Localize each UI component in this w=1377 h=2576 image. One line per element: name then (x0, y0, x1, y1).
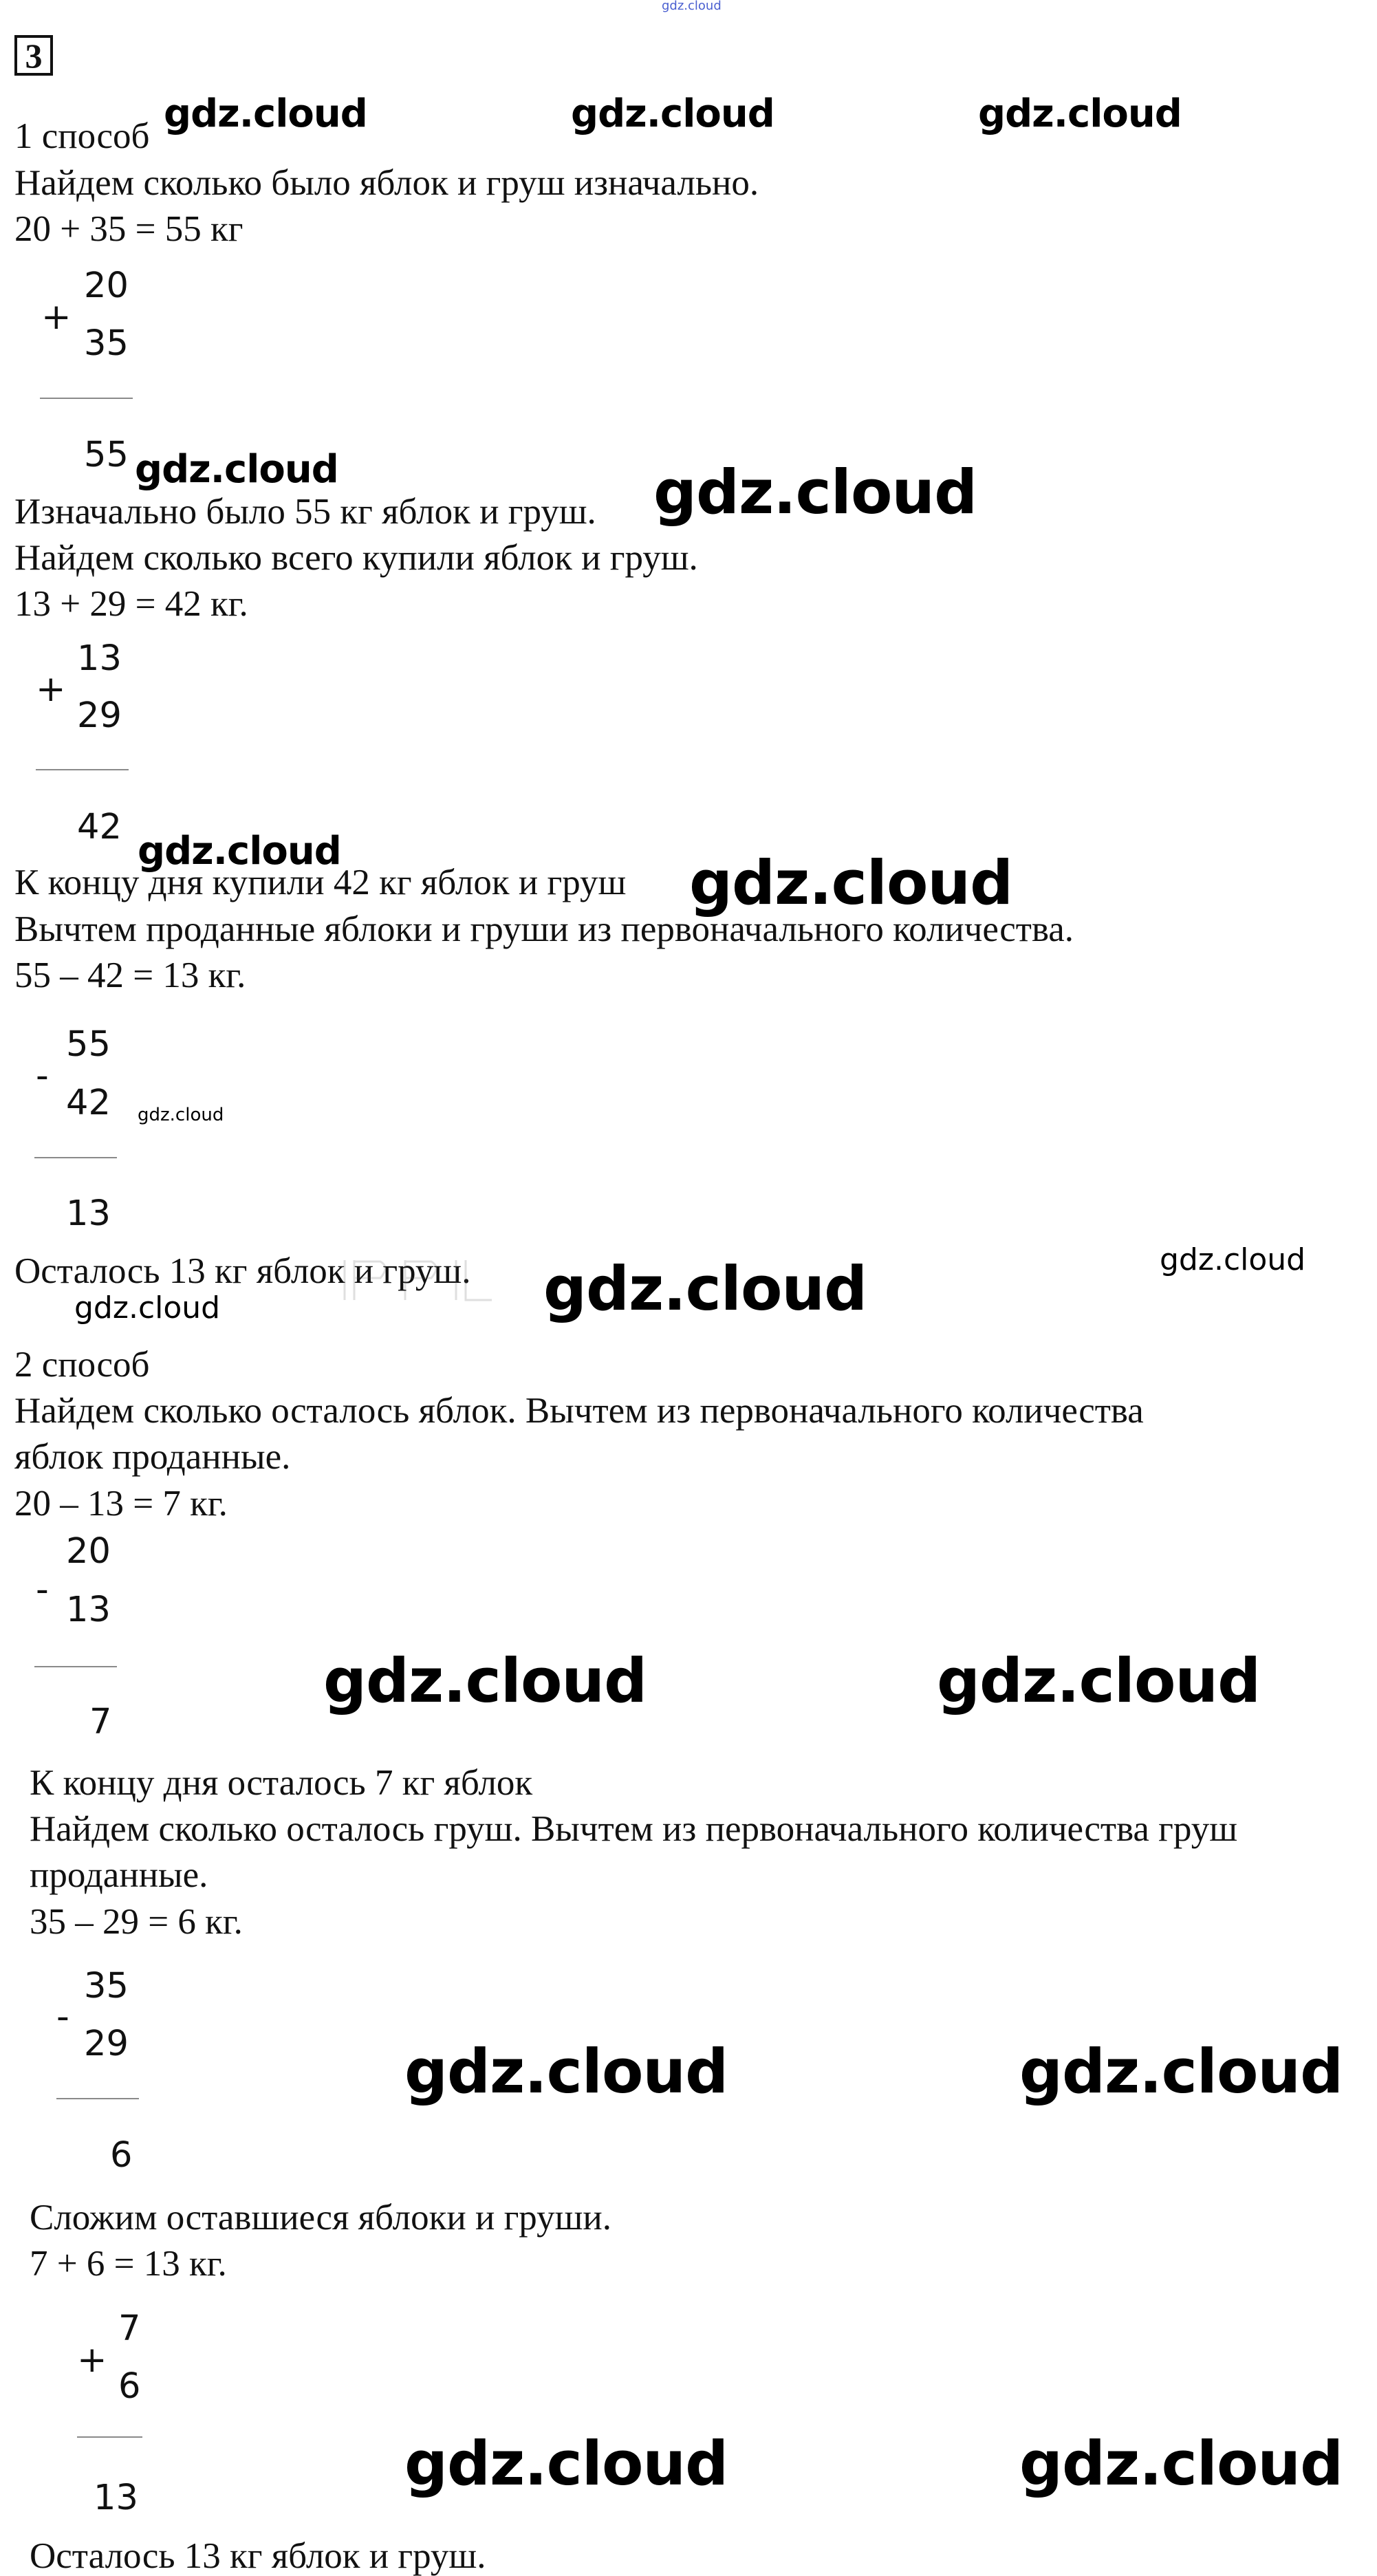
column-divider-line (40, 398, 133, 399)
watermark: gdz.cloud (653, 457, 977, 528)
method-2-equation-3: 7 + 6 = 13 кг. (30, 2244, 227, 2284)
method-1-step-2: Найдем сколько всего купили яблок и груш. (14, 538, 698, 578)
column-divider-line (56, 2098, 139, 2099)
watermark: gdz.cloud (74, 1290, 221, 1325)
column-operand-top: 7 (118, 2308, 141, 2349)
column-operator: - (56, 1996, 69, 2037)
watermark: gdz.cloud (978, 91, 1182, 136)
watermark: gdz.cloud (689, 847, 1013, 918)
method-2-step-3: Сложим оставшиеся яблоки и груши. (30, 2198, 612, 2238)
method-2-step-2-line-1: Найдем сколько осталось груш. Вычтем из первоначального количества груш (30, 1809, 1238, 1849)
watermark: gdz.cloud (135, 447, 338, 492)
column-operator: + (36, 669, 66, 710)
method-1-equation-2: 13 + 29 = 42 кг. (14, 584, 248, 624)
column-operand-top: 20 (84, 266, 129, 306)
column-operator: + (41, 296, 72, 338)
watermark: gdz.cloud (404, 2036, 728, 2107)
column-operand-bottom: 13 (66, 1590, 111, 1630)
column-divider-line (36, 769, 129, 770)
watermark: gdz.cloud (662, 0, 722, 13)
column-operand-top: 35 (84, 1966, 129, 2006)
column-operator: + (77, 2339, 107, 2381)
column-operand-top: 13 (77, 638, 122, 679)
column-operator: - (36, 1569, 49, 1610)
method-2-step-2-line-2: проданные. (30, 1855, 208, 1895)
watermark: gdz.cloud (1160, 1242, 1306, 1277)
method-1-answer-3: Осталось 13 кг яблок и груш. (14, 1251, 471, 1291)
watermark: gdz.cloud (937, 1645, 1261, 1716)
watermark: gdz.cloud (404, 2428, 728, 2499)
column-result: 6 (110, 2135, 133, 2176)
method-2-step-1-line-1: Найдем сколько осталось яблок. Вычтем из первоначального количества (14, 1391, 1144, 1431)
watermark: gdz.cloud (138, 829, 341, 874)
method-1-step-1: Найдем сколько было яблок и груш изначально. (14, 163, 759, 203)
column-result: 13 (94, 2478, 138, 2518)
method-1-title: 1 способ (14, 116, 150, 156)
column-result: 7 (89, 1702, 112, 1742)
faint-scan-mark (340, 1253, 526, 1307)
watermark: gdz.cloud (1019, 2428, 1343, 2499)
column-operand-top: 55 (66, 1024, 111, 1065)
method-1-answer-1: Изначально было 55 кг яблок и груш. (14, 492, 596, 532)
method-2-answer-1: К концу дня осталось 7 кг яблок (30, 1763, 533, 1803)
watermark: gdz.cloud (164, 91, 367, 136)
method-1-equation-3: 55 – 42 = 13 кг. (14, 955, 246, 995)
watermark: gdz.cloud (138, 1105, 224, 1125)
column-operator: - (36, 1055, 49, 1096)
watermark: gdz.cloud (1019, 2036, 1343, 2107)
method-2-answer-3: Осталось 13 кг яблок и груш. (30, 2536, 486, 2576)
method-2-title: 2 способ (14, 1345, 150, 1385)
watermark: gdz.cloud (543, 1253, 867, 1324)
task-number-badge: 3 (14, 35, 53, 76)
column-operand-top: 20 (66, 1531, 111, 1572)
column-operand-bottom: 35 (84, 323, 129, 364)
method-1-step-3: Вычтем проданные яблоки и груши из первоначального количества. (14, 909, 1074, 949)
method-2-equation-2: 35 – 29 = 6 кг. (30, 1902, 243, 1942)
column-divider-line (34, 1666, 117, 1667)
method-1-equation-1: 20 + 35 = 55 кг (14, 209, 243, 249)
column-result: 42 (77, 807, 122, 847)
column-result: 55 (84, 435, 129, 475)
column-result: 13 (66, 1193, 111, 1234)
column-operand-bottom: 42 (66, 1083, 111, 1123)
method-2-equation-1: 20 – 13 = 7 кг. (14, 1484, 228, 1524)
column-divider-line (34, 1157, 117, 1158)
method-1-answer-2: К концу дня купили 42 кг яблок и груш (14, 863, 627, 902)
column-divider-line (77, 2436, 142, 2438)
method-2-step-1-line-2: яблок проданные. (14, 1437, 291, 1477)
column-operand-bottom: 6 (118, 2366, 141, 2407)
watermark: gdz.cloud (323, 1645, 647, 1716)
column-operand-bottom: 29 (84, 2024, 129, 2064)
watermark: gdz.cloud (571, 91, 774, 136)
column-operand-bottom: 29 (77, 695, 122, 736)
